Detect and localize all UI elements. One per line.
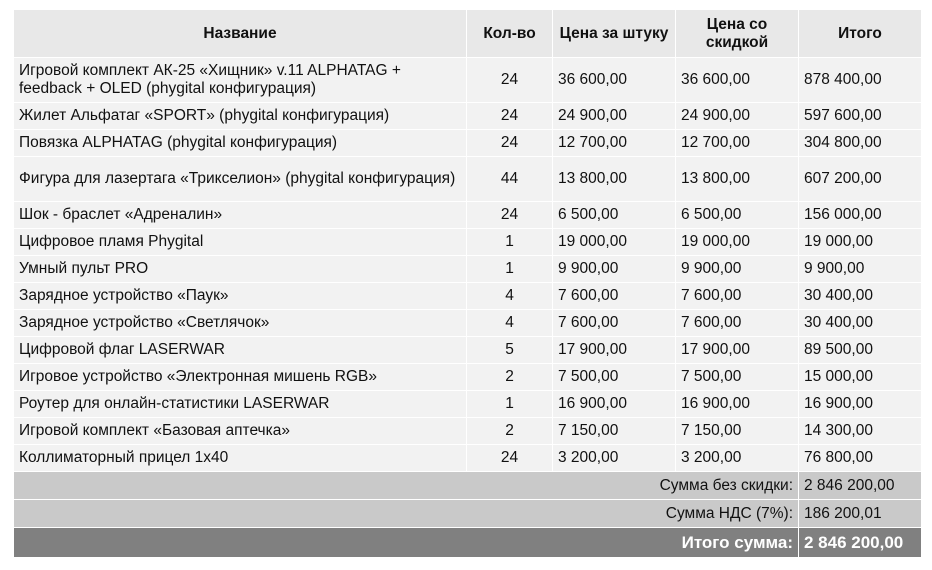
item-qty: 5 [467, 337, 553, 364]
item-qty: 1 [467, 391, 553, 418]
item-total: 607 200,00 [799, 157, 922, 202]
item-discount-price: 13 800,00 [676, 157, 799, 202]
item-discount-price: 19 000,00 [676, 229, 799, 256]
item-total: 19 000,00 [799, 229, 922, 256]
item-price: 36 600,00 [553, 58, 676, 103]
table-row [14, 310, 922, 337]
table-row [14, 256, 922, 283]
item-total: 30 400,00 [799, 283, 922, 310]
item-name: Умный пульт PRO [14, 256, 467, 283]
item-name: Игровое устройство «Электронная мишень RGB» [14, 364, 467, 391]
item-total: 76 800,00 [799, 445, 922, 472]
item-price: 9 900,00 [553, 256, 676, 283]
item-name: Коллиматорный прицел 1x40 [14, 445, 467, 472]
item-qty: 2 [467, 418, 553, 445]
table-header-row [14, 10, 922, 58]
item-name: Цифровое пламя Phygital [14, 229, 467, 256]
vat-value: 186 200,01 [799, 500, 922, 528]
subtotal-value: 2 846 200,00 [799, 472, 922, 500]
item-total: 16 900,00 [799, 391, 922, 418]
item-qty: 24 [467, 130, 553, 157]
table-row [14, 58, 922, 103]
table-body [14, 58, 922, 558]
grand-total-value: 2 846 200,00 [799, 528, 922, 558]
item-name: Повязка ALPHATAG (phygital конфигурация) [14, 130, 467, 157]
table-row [14, 283, 922, 310]
vat-row [14, 500, 922, 528]
item-total: 14 300,00 [799, 418, 922, 445]
item-name: Шок - браслет «Адреналин» [14, 202, 467, 229]
item-name: Цифровой флаг LASERWAR [14, 337, 467, 364]
item-discount-price: 24 900,00 [676, 103, 799, 130]
item-price: 7 600,00 [553, 310, 676, 337]
item-qty: 24 [467, 58, 553, 103]
item-discount-price: 7 150,00 [676, 418, 799, 445]
item-discount-price: 36 600,00 [676, 58, 799, 103]
item-price: 24 900,00 [553, 103, 676, 130]
item-name: Зарядное устройство «Светлячок» [14, 310, 467, 337]
item-total: 156 000,00 [799, 202, 922, 229]
subtotal-row [14, 472, 922, 500]
item-price: 19 000,00 [553, 229, 676, 256]
vat-label: Сумма НДС (7%): [14, 500, 799, 528]
grand-total-label: Итого сумма: [14, 528, 799, 558]
item-discount-price: 6 500,00 [676, 202, 799, 229]
table-row [14, 418, 922, 445]
table-row [14, 202, 922, 229]
header-price: Цена за штуку [553, 10, 676, 58]
item-qty: 24 [467, 103, 553, 130]
item-price: 16 900,00 [553, 391, 676, 418]
item-qty: 24 [467, 445, 553, 472]
item-discount-price: 3 200,00 [676, 445, 799, 472]
item-discount-price: 7 600,00 [676, 310, 799, 337]
item-qty: 2 [467, 364, 553, 391]
item-discount-price: 7 600,00 [676, 283, 799, 310]
item-price: 7 500,00 [553, 364, 676, 391]
item-price: 7 150,00 [553, 418, 676, 445]
table-row [14, 391, 922, 418]
price-table [13, 9, 922, 558]
table-row [14, 130, 922, 157]
item-name: Жилет Альфатаг «SPORT» (phygital конфигурация) [14, 103, 467, 130]
table-row [14, 157, 922, 202]
table-row [14, 229, 922, 256]
item-price: 12 700,00 [553, 130, 676, 157]
item-total: 9 900,00 [799, 256, 922, 283]
table-row [14, 364, 922, 391]
item-price: 13 800,00 [553, 157, 676, 202]
item-name: Фигура для лазертага «Трикселион» (phygital конфигурация) [14, 157, 467, 202]
item-total: 30 400,00 [799, 310, 922, 337]
subtotal-label: Сумма без скидки: [14, 472, 799, 500]
item-name: Игровой комплект АК-25 «Хищник» v.11 ALPHATAG + feedback + OLED (phygital конфигурация) [14, 58, 467, 103]
item-total: 15 000,00 [799, 364, 922, 391]
grand-total-row [14, 528, 922, 558]
header-qty: Кол-во [467, 10, 553, 58]
item-qty: 4 [467, 283, 553, 310]
item-qty: 44 [467, 157, 553, 202]
header-discount-price: Цена со скидкой [676, 10, 799, 58]
table-row [14, 337, 922, 364]
item-discount-price: 9 900,00 [676, 256, 799, 283]
item-name: Зарядное устройство «Паук» [14, 283, 467, 310]
item-price: 17 900,00 [553, 337, 676, 364]
item-name: Роутер для онлайн-статистики LASERWAR [14, 391, 467, 418]
header-total: Итого [799, 10, 922, 58]
item-price: 3 200,00 [553, 445, 676, 472]
item-discount-price: 17 900,00 [676, 337, 799, 364]
item-total: 597 600,00 [799, 103, 922, 130]
item-discount-price: 7 500,00 [676, 364, 799, 391]
item-price: 6 500,00 [553, 202, 676, 229]
header-name: Название [14, 10, 467, 58]
item-name: Игровой комплект «Базовая аптечка» [14, 418, 467, 445]
item-discount-price: 12 700,00 [676, 130, 799, 157]
price-table-container [13, 9, 921, 558]
item-total: 878 400,00 [799, 58, 922, 103]
table-row [14, 103, 922, 130]
item-qty: 1 [467, 229, 553, 256]
item-price: 7 600,00 [553, 283, 676, 310]
item-qty: 1 [467, 256, 553, 283]
item-discount-price: 16 900,00 [676, 391, 799, 418]
item-qty: 4 [467, 310, 553, 337]
table-row [14, 445, 922, 472]
item-total: 304 800,00 [799, 130, 922, 157]
item-total: 89 500,00 [799, 337, 922, 364]
item-qty: 24 [467, 202, 553, 229]
